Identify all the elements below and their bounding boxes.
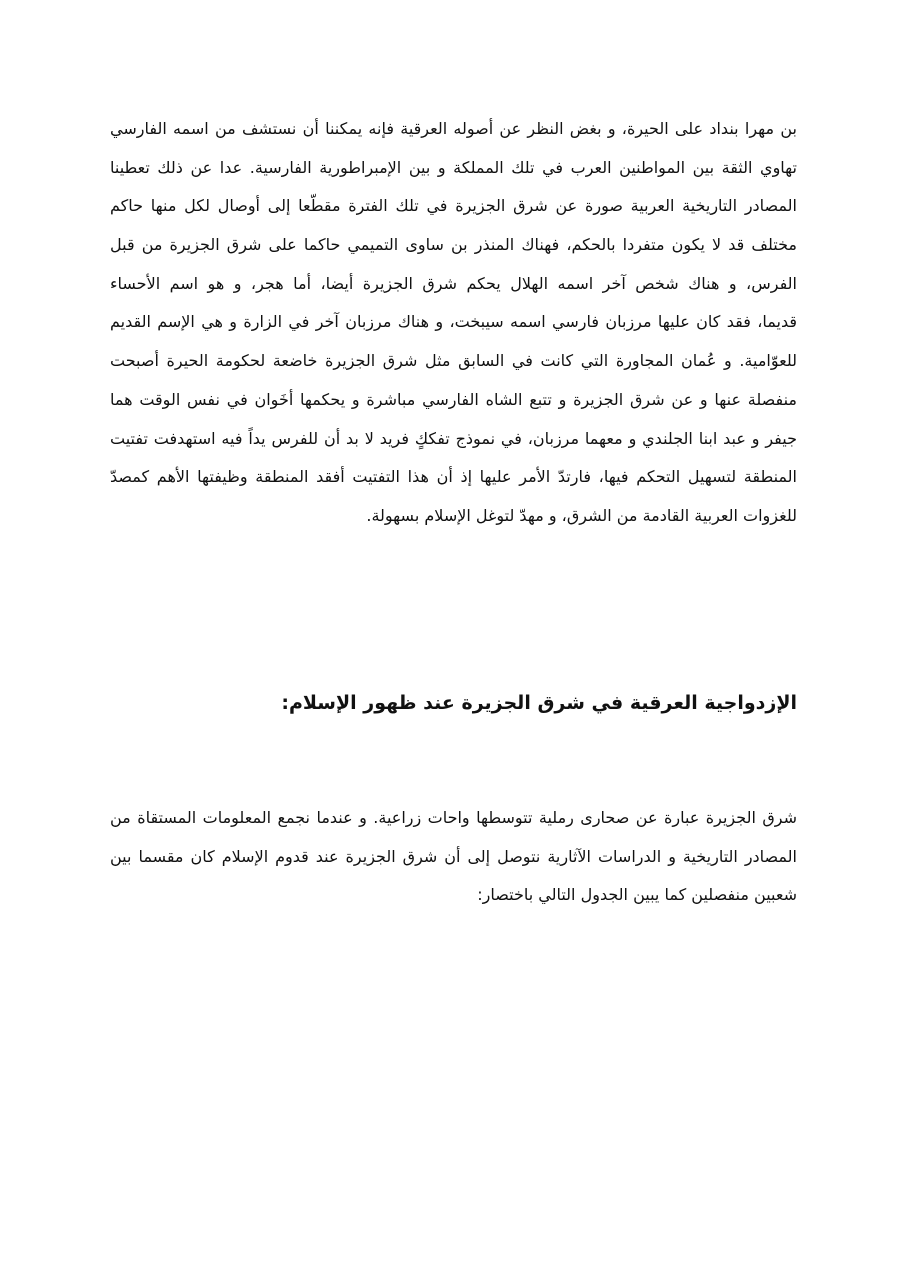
body-paragraph xyxy=(110,110,797,536)
paragraph-line: منفصلة عنها و عن شرق الجزيرة و تتبع الشاه الفارسي مباشرة و يحكمها أخَوان في نفس الوقت هما xyxy=(110,389,797,409)
paragraph-line: المصادر التاريخية و الدراسات الآثارية نتوصل إلى أن شرق الجزيرة عند قدوم الإسلام كان مقسما بين xyxy=(110,846,797,866)
paragraph-line: المصادر التاريخية العربية صورة عن شرق الجزيرة في تلك الفترة مقطّعا إلى أوصال لكل منها حاكم xyxy=(110,196,797,216)
section-heading: الإزدواجية العرقية في شرق الجزيرة عند ظهور الإسلام: xyxy=(281,692,797,714)
paragraph-line: المنطقة لتسهيل التحكم فيها، فارتدّ الأمر عليها إذ أن هذا التفتيت أفقد المنطقة وظيفتها الأهم كمصدّ xyxy=(110,467,797,487)
paragraph-line: قديما، فقد كان عليها مرزبان فارسي اسمه سيبخت، و هناك مرزبان آخر في الزارة و هي الإسم القديم xyxy=(110,312,797,332)
paragraph-line: تهاوي الثقة بين المواطنين العرب في تلك المملكة و بين الإمبراطورية الفارسية. عدا عن ذلك تعطينا xyxy=(110,157,797,177)
paragraph-line: جيفر و عبد ابنا الجلندي و معهما مرزبان، في نموذج تفككٍ فريد لا بد أن للفرس يداً فيه استهدفت تفتيت xyxy=(110,428,797,448)
paragraph-line: مختلف قد لا يكون متفردا بالحكم، فهناك المنذر بن ساوى التميمي حاكما على شرق الجزيرة من قبل xyxy=(110,235,797,255)
paragraph-line: للعوّامية. و عُمان المجاورة التي كانت في السابق مثل شرق الجزيرة خاضعة لحكومة الحيرة أصبحت xyxy=(110,351,797,371)
body-paragraph xyxy=(110,799,797,915)
paragraph-line: شعبين منفصلين كما يبين الجدول التالي باختصار: xyxy=(477,885,797,905)
paragraph-line: للغزوات العربية القادمة من الشرق، و مهدّ لتوغل الإسلام بسهولة. xyxy=(366,505,797,525)
paragraph-line: بن مهرا بنداد على الحيرة، و بغض النظر عن أصوله العرقية فإنه يمكننا أن نستشف من اسمه الفارسي xyxy=(110,119,797,138)
paragraph-line: شرق الجزيرة عبارة عن صحارى رملية تتوسطها واحات زراعية. و عندما نجمع المعلومات المستقاة من xyxy=(110,808,797,827)
paragraph-line: الفرس، و هناك شخص آخر اسمه الهلال يحكم شرق الجزيرة أيضا، أما هجر، و هو اسم الأحساء xyxy=(110,273,797,293)
